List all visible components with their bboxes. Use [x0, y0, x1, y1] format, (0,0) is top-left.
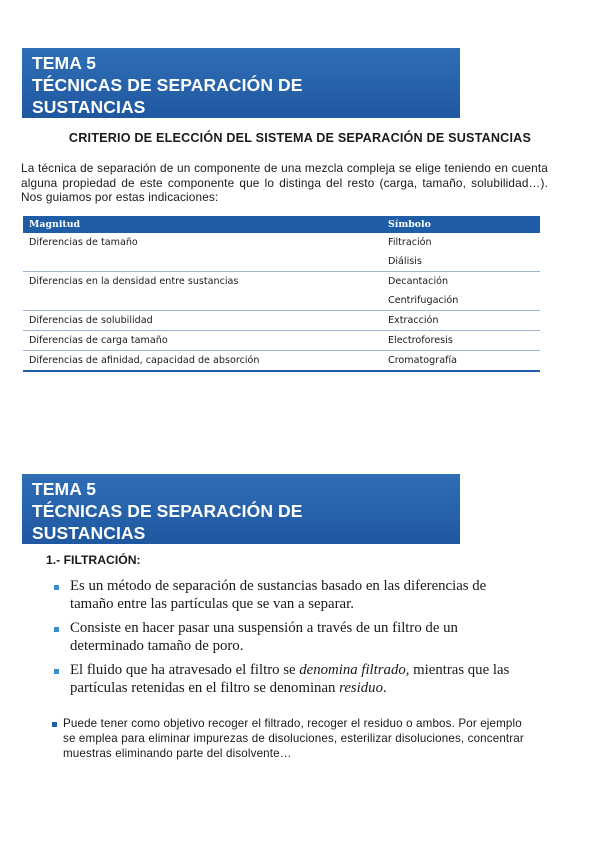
bullet-text-part: mientras que las partículas retenidas en el filtro se denominan — [70, 662, 510, 696]
table-row — [23, 351, 540, 372]
slide1-title-line-3: SUSTANCIAS — [32, 97, 146, 117]
term-filtrado: denomina filtrado, — [299, 662, 410, 678]
table-row — [23, 252, 540, 272]
table-cell-simbolo: Electroforesis — [382, 331, 540, 351]
bullet-item — [54, 578, 514, 613]
criterio-heading: CRITERIO DE ELECCIÓN DEL SISTEMA DE SEPARACIÓN DE SUSTANCIAS — [68, 131, 532, 145]
separation-methods-table — [23, 216, 540, 372]
table-cell-simbolo: Filtración — [388, 237, 432, 248]
bullet-text-part: . — [382, 679, 387, 696]
bullet-item — [54, 662, 514, 697]
section-title-filtracion: 1.- FILTRACIÓN: — [46, 553, 141, 567]
table-cell-magnitud — [23, 291, 382, 311]
table-row — [23, 233, 540, 252]
table-cell-simbolo: Cromatografía — [382, 351, 540, 372]
filtration-note — [52, 716, 532, 761]
table-cell-magnitud — [23, 252, 382, 272]
square-bullet-icon — [54, 669, 59, 674]
slide1-title-line-1: TEMA 5 — [32, 53, 97, 73]
table-cell-simbolo: Decantación — [388, 276, 449, 287]
table-cell-simbolo: Diálisis — [382, 252, 540, 272]
table-cell-magnitud: Diferencias de tamaño — [29, 237, 138, 248]
table-row — [23, 272, 540, 292]
filtration-bullets — [54, 578, 514, 704]
slide2-title-line-3: SUSTANCIAS — [32, 523, 146, 543]
table-cell-magnitud: Diferencias de solubilidad — [23, 311, 382, 331]
table-cell-simbolo: Extracción — [382, 311, 540, 331]
slide1-title-banner — [22, 48, 460, 118]
header-magnitud: Magnitud — [23, 216, 382, 233]
slide1-title-line-2: TÉCNICAS DE SEPARACIÓN DE — [32, 75, 303, 95]
bullet-text-part: El fluido que ha atravesado el filtro se — [70, 662, 300, 678]
table-cell-magnitud: Diferencias de carga tamaño — [23, 331, 382, 351]
square-bullet-icon — [52, 722, 57, 727]
slide2-title-banner — [22, 474, 460, 544]
slide2-title-line-2: TÉCNICAS DE SEPARACIÓN DE — [32, 501, 303, 521]
table-row — [23, 311, 540, 331]
table-cell-simbolo: Centrifugación — [382, 291, 540, 311]
square-bullet-icon — [54, 627, 59, 632]
table-row — [23, 291, 540, 311]
table-cell-magnitud: Diferencias de afinidad, capacidad de absorción — [23, 351, 382, 372]
bullet-text: Consiste en hacer pasar una suspensión a través de un filtro de un determinado tamaño de poro. — [70, 620, 458, 654]
table-cell-magnitud: Diferencias en la densidad entre sustancias — [29, 276, 239, 287]
header-simbolo: Símbolo — [382, 216, 540, 233]
intro-paragraph: La técnica de separación de un componente de una mezcla compleja se elige teniendo en cuenta alguna propiedad de este componente que lo distinga del resto (carga, tamaño, solubilidad…). Nos guiamos por estas indicaciones: — [21, 161, 548, 204]
bullet-item — [54, 620, 514, 655]
square-bullet-icon — [54, 585, 59, 590]
table-header-row — [23, 216, 540, 233]
slide2-title-line-1: TEMA 5 — [32, 479, 97, 499]
table-row — [23, 331, 540, 351]
term-residuo: residuo — [339, 679, 383, 696]
note-text: Puede tener como objetivo recoger el filtrado, recoger el residuo o ambos. Por ejemplo se emplea para eliminar impurezas de disoluciones, esterilizar disoluciones, concentrar muestras eliminando parte del disolvente… — [63, 717, 524, 760]
bullet-text: Es un método de separación de sustancias basado en las diferencias de tamaño entre las partículas que se van a separar. — [70, 578, 487, 612]
